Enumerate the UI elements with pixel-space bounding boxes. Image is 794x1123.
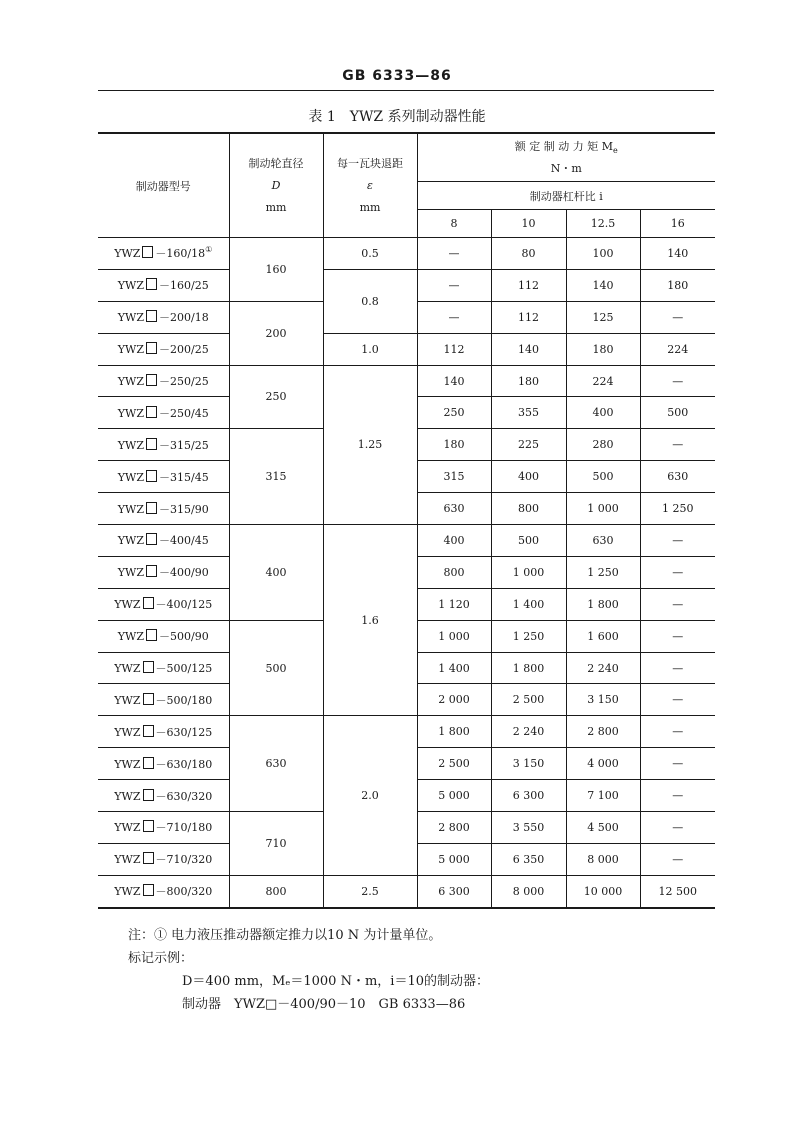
- torque-cell-ratio-10: 1 250: [491, 620, 566, 652]
- header-torque-name: 额 定 制 动 力 矩 $M_e$: [514, 140, 618, 156]
- model-cell: [98, 780, 229, 812]
- torque-cell-ratio-10: 180: [491, 365, 566, 397]
- torque-cell-ratio-10: 8 000: [491, 875, 566, 907]
- torque-cell-ratio-8: 2 800: [417, 812, 491, 844]
- model-prefix: YWZ －315/25: [117, 438, 209, 452]
- torque-cell-ratio-16: —: [640, 588, 715, 620]
- torque-cell-ratio-16: —: [640, 716, 715, 748]
- torque-cell-ratio-12-5: 100: [566, 238, 640, 270]
- torque-cell-ratio-8: 2 500: [417, 748, 491, 780]
- torque-cell-ratio-16: 12 500: [640, 875, 715, 907]
- torque-cell-ratio-8: 1 400: [417, 652, 491, 684]
- torque-cell-ratio-12-5: 1 000: [566, 493, 640, 525]
- header-model: 制动器型号: [98, 133, 229, 238]
- wheel-diameter-cell: 400: [229, 525, 323, 621]
- model-cell: [98, 238, 229, 270]
- torque-cell-ratio-16: —: [640, 525, 715, 557]
- retreat-distance-cell: 1.25: [323, 365, 417, 524]
- torque-cell-ratio-8: 315: [417, 461, 491, 493]
- torque-cell-ratio-8: —: [417, 238, 491, 270]
- model-cell: [98, 652, 229, 684]
- torque-cell-ratio-10: 3 550: [491, 812, 566, 844]
- footnote: 注：① 电力液压推动器额定推力以10 N 为计量单位。: [128, 928, 442, 943]
- header-lever-ratio: 制动器杠杆比 i: [417, 182, 715, 210]
- torque-cell-ratio-16: —: [640, 812, 715, 844]
- model-cell: [98, 812, 229, 844]
- torque-cell-ratio-16: —: [640, 556, 715, 588]
- torque-cell-ratio-10: 355: [491, 397, 566, 429]
- torque-cell-ratio-8: 1 800: [417, 716, 491, 748]
- torque-cell-ratio-16: —: [640, 365, 715, 397]
- retreat-distance-cell: 0.5: [323, 238, 417, 270]
- header-wheel-diameter: [229, 133, 323, 238]
- model-cell: [98, 875, 229, 907]
- model-prefix: YWZ －200/25: [117, 343, 209, 357]
- torque-cell-ratio-16: —: [640, 748, 715, 780]
- torque-cell-ratio-8: 5 000: [417, 780, 491, 812]
- torque-cell-ratio-12-5: 500: [566, 461, 640, 493]
- table-row: [98, 238, 715, 270]
- torque-cell-ratio-16: —: [640, 780, 715, 812]
- torque-cell-ratio-16: 630: [640, 461, 715, 493]
- torque-cell-ratio-12-5: 1 250: [566, 556, 640, 588]
- torque-cell-ratio-12-5: 224: [566, 365, 640, 397]
- torque-cell-ratio-10: 400: [491, 461, 566, 493]
- model-prefix: YWZ －250/45: [117, 406, 209, 420]
- wheel-diameter-cell: 800: [229, 875, 323, 907]
- torque-cell-ratio-12-5: 3 150: [566, 684, 640, 716]
- model-prefix: YWZ －630/320: [114, 789, 213, 803]
- torque-cell-ratio-8: 140: [417, 365, 491, 397]
- model-prefix: YWZ －400/125: [114, 598, 213, 612]
- retreat-distance-cell: 1.0: [323, 333, 417, 365]
- torque-cell-ratio-12-5: 1 600: [566, 620, 640, 652]
- torque-cell-ratio-10: 225: [491, 429, 566, 461]
- retreat-distance-cell: 1.6: [323, 525, 417, 716]
- model-prefix: YWZ －630/125: [114, 725, 213, 739]
- torque-cell-ratio-12-5: 140: [566, 269, 640, 301]
- model-cell: [98, 525, 229, 557]
- table-row: [98, 875, 715, 907]
- torque-cell-ratio-10: 80: [491, 238, 566, 270]
- table-row: [98, 716, 715, 748]
- model-prefix: YWZ －630/180: [114, 757, 213, 771]
- model-prefix: YWZ －250/25: [117, 375, 209, 388]
- retreat-distance-cell: 0.8: [323, 269, 417, 333]
- header-retreat: [323, 133, 417, 238]
- torque-cell-ratio-12-5: 180: [566, 333, 640, 365]
- torque-cell-ratio-16: —: [640, 301, 715, 333]
- torque-cell-ratio-12-5: 125: [566, 301, 640, 333]
- torque-cell-ratio-16: 180: [640, 269, 715, 301]
- header-wheel-diameter-unit: mm: [265, 200, 287, 214]
- torque-cell-ratio-8: 2 000: [417, 684, 491, 716]
- torque-cell-ratio-10: 112: [491, 269, 566, 301]
- model-cell: [98, 397, 229, 429]
- torque-cell-ratio-12-5: 8 000: [566, 843, 640, 875]
- torque-cell-ratio-16: 500: [640, 397, 715, 429]
- torque-cell-ratio-16: —: [640, 684, 715, 716]
- torque-cell-ratio-8: 630: [417, 493, 491, 525]
- model-prefix: YWZ －500/180: [114, 693, 213, 707]
- table-title: 表 1 YWZ 系列制动器性能: [308, 109, 486, 125]
- torque-cell-ratio-16: —: [640, 843, 715, 875]
- brake-performance-table: [98, 132, 715, 909]
- torque-cell-ratio-8: 5 000: [417, 843, 491, 875]
- model-cell: [98, 429, 229, 461]
- example-title: 标记示例：: [128, 951, 194, 966]
- model-prefix: YWZ －160/25: [117, 279, 209, 293]
- model-cell: [98, 493, 229, 525]
- example-line-2: 制动器 YWZ□－400/90－10 GB 6333—86: [182, 997, 466, 1012]
- page-header: GB 6333—86: [342, 68, 452, 84]
- torque-cell-ratio-10: 1 000: [491, 556, 566, 588]
- model-prefix: YWZ －200/18: [117, 311, 209, 325]
- header-ratio-16: 16: [640, 210, 715, 238]
- wheel-diameter-cell: 160: [229, 238, 323, 302]
- torque-cell-ratio-8: 250: [417, 397, 491, 429]
- torque-cell-ratio-12-5: 4 500: [566, 812, 640, 844]
- model-prefix: YWZ －500/90: [117, 630, 209, 644]
- header-torque-unit: N・m: [550, 161, 582, 175]
- wheel-diameter-cell: 710: [229, 812, 323, 876]
- torque-cell-ratio-10: 112: [491, 301, 566, 333]
- model-cell: [98, 588, 229, 620]
- torque-cell-ratio-8: 1 000: [417, 620, 491, 652]
- header-ratio-8: 8: [417, 210, 491, 238]
- torque-cell-ratio-10: 3 150: [491, 748, 566, 780]
- torque-cell-ratio-8: 180: [417, 429, 491, 461]
- header-wheel-diameter-symbol: D: [271, 178, 281, 192]
- torque-cell-ratio-12-5: 10 000: [566, 875, 640, 907]
- model-prefix: YWZ －400/90: [117, 566, 209, 580]
- torque-cell-ratio-12-5: 630: [566, 525, 640, 557]
- torque-cell-ratio-10: 1 400: [491, 588, 566, 620]
- torque-cell-ratio-10: 6 300: [491, 780, 566, 812]
- torque-cell-ratio-16: 140: [640, 238, 715, 270]
- torque-cell-ratio-8: 1 120: [417, 588, 491, 620]
- table-row: [98, 365, 715, 397]
- model-prefix: YWZ －800/320: [114, 885, 213, 899]
- header-ratio-10: 10: [491, 210, 566, 238]
- torque-cell-ratio-8: 112: [417, 333, 491, 365]
- torque-cell-ratio-8: —: [417, 269, 491, 301]
- model-cell: [98, 461, 229, 493]
- torque-cell-ratio-8: 6 300: [417, 875, 491, 907]
- torque-cell-ratio-10: 800: [491, 493, 566, 525]
- table-row: [98, 333, 715, 365]
- torque-cell-ratio-16: —: [640, 620, 715, 652]
- table-body: [98, 238, 715, 908]
- torque-cell-ratio-10: 500: [491, 525, 566, 557]
- model-cell: [98, 620, 229, 652]
- torque-cell-ratio-10: 6 350: [491, 843, 566, 875]
- wheel-diameter-cell: 630: [229, 716, 323, 812]
- torque-cell-ratio-12-5: 7 100: [566, 780, 640, 812]
- wheel-diameter-cell: 500: [229, 620, 323, 716]
- notes-block: [128, 924, 489, 1016]
- torque-cell-ratio-16: 1 250: [640, 493, 715, 525]
- model-cell: [98, 748, 229, 780]
- torque-cell-ratio-12-5: 4 000: [566, 748, 640, 780]
- model-prefix: YWZ －160/18: [114, 247, 206, 261]
- torque-cell-ratio-16: —: [640, 429, 715, 461]
- torque-cell-ratio-12-5: 2 240: [566, 652, 640, 684]
- model-cell: [98, 269, 229, 301]
- model-prefix: YWZ －710/320: [114, 853, 213, 867]
- header-rule: [98, 90, 714, 91]
- model-prefix: YWZ －500/125: [114, 662, 213, 676]
- header-retreat-unit: mm: [359, 200, 381, 214]
- wheel-diameter-cell: 200: [229, 301, 323, 365]
- wheel-diameter-cell: 250: [229, 365, 323, 429]
- model-prefix: YWZ －315/90: [117, 502, 209, 516]
- model-cell: [98, 684, 229, 716]
- torque-cell-ratio-12-5: 280: [566, 429, 640, 461]
- torque-cell-ratio-16: —: [640, 652, 715, 684]
- torque-cell-ratio-10: 2 500: [491, 684, 566, 716]
- model-cell: [98, 843, 229, 875]
- header-torque: [417, 133, 715, 182]
- torque-cell-ratio-8: 400: [417, 525, 491, 557]
- header-wheel-diameter-name: 制动轮直径: [248, 156, 304, 170]
- model-prefix: YWZ －710/180: [114, 821, 213, 835]
- wheel-diameter-cell: 315: [229, 429, 323, 525]
- header-ratio-12-5: 12.5: [566, 210, 640, 238]
- torque-cell-ratio-16: 224: [640, 333, 715, 365]
- model-cell: [98, 365, 229, 397]
- retreat-distance-cell: 2.0: [323, 716, 417, 875]
- model-cell: [98, 333, 229, 365]
- retreat-distance-cell: 2.5: [323, 875, 417, 907]
- table-row: [98, 525, 715, 557]
- torque-cell-ratio-12-5: 400: [566, 397, 640, 429]
- model-prefix: YWZ －315/45: [117, 470, 209, 484]
- torque-cell-ratio-8: —: [417, 301, 491, 333]
- header-retreat-symbol: ε: [367, 178, 373, 192]
- torque-cell-ratio-10: 1 800: [491, 652, 566, 684]
- torque-cell-ratio-12-5: 1 800: [566, 588, 640, 620]
- torque-cell-ratio-12-5: 2 800: [566, 716, 640, 748]
- torque-cell-ratio-10: 2 240: [491, 716, 566, 748]
- model-cell: [98, 716, 229, 748]
- example-line-1: D＝400 mm，Mₑ＝1000 N・m，i＝10的制动器：: [182, 974, 489, 989]
- model-cell: [98, 301, 229, 333]
- torque-cell-ratio-8: 800: [417, 556, 491, 588]
- header-retreat-name: 每一瓦块退距: [337, 156, 403, 170]
- table-row: [98, 269, 715, 301]
- model-prefix: YWZ －400/45: [117, 534, 209, 548]
- footnote-marker: ①: [205, 245, 213, 255]
- torque-cell-ratio-10: 140: [491, 333, 566, 365]
- model-cell: [98, 556, 229, 588]
